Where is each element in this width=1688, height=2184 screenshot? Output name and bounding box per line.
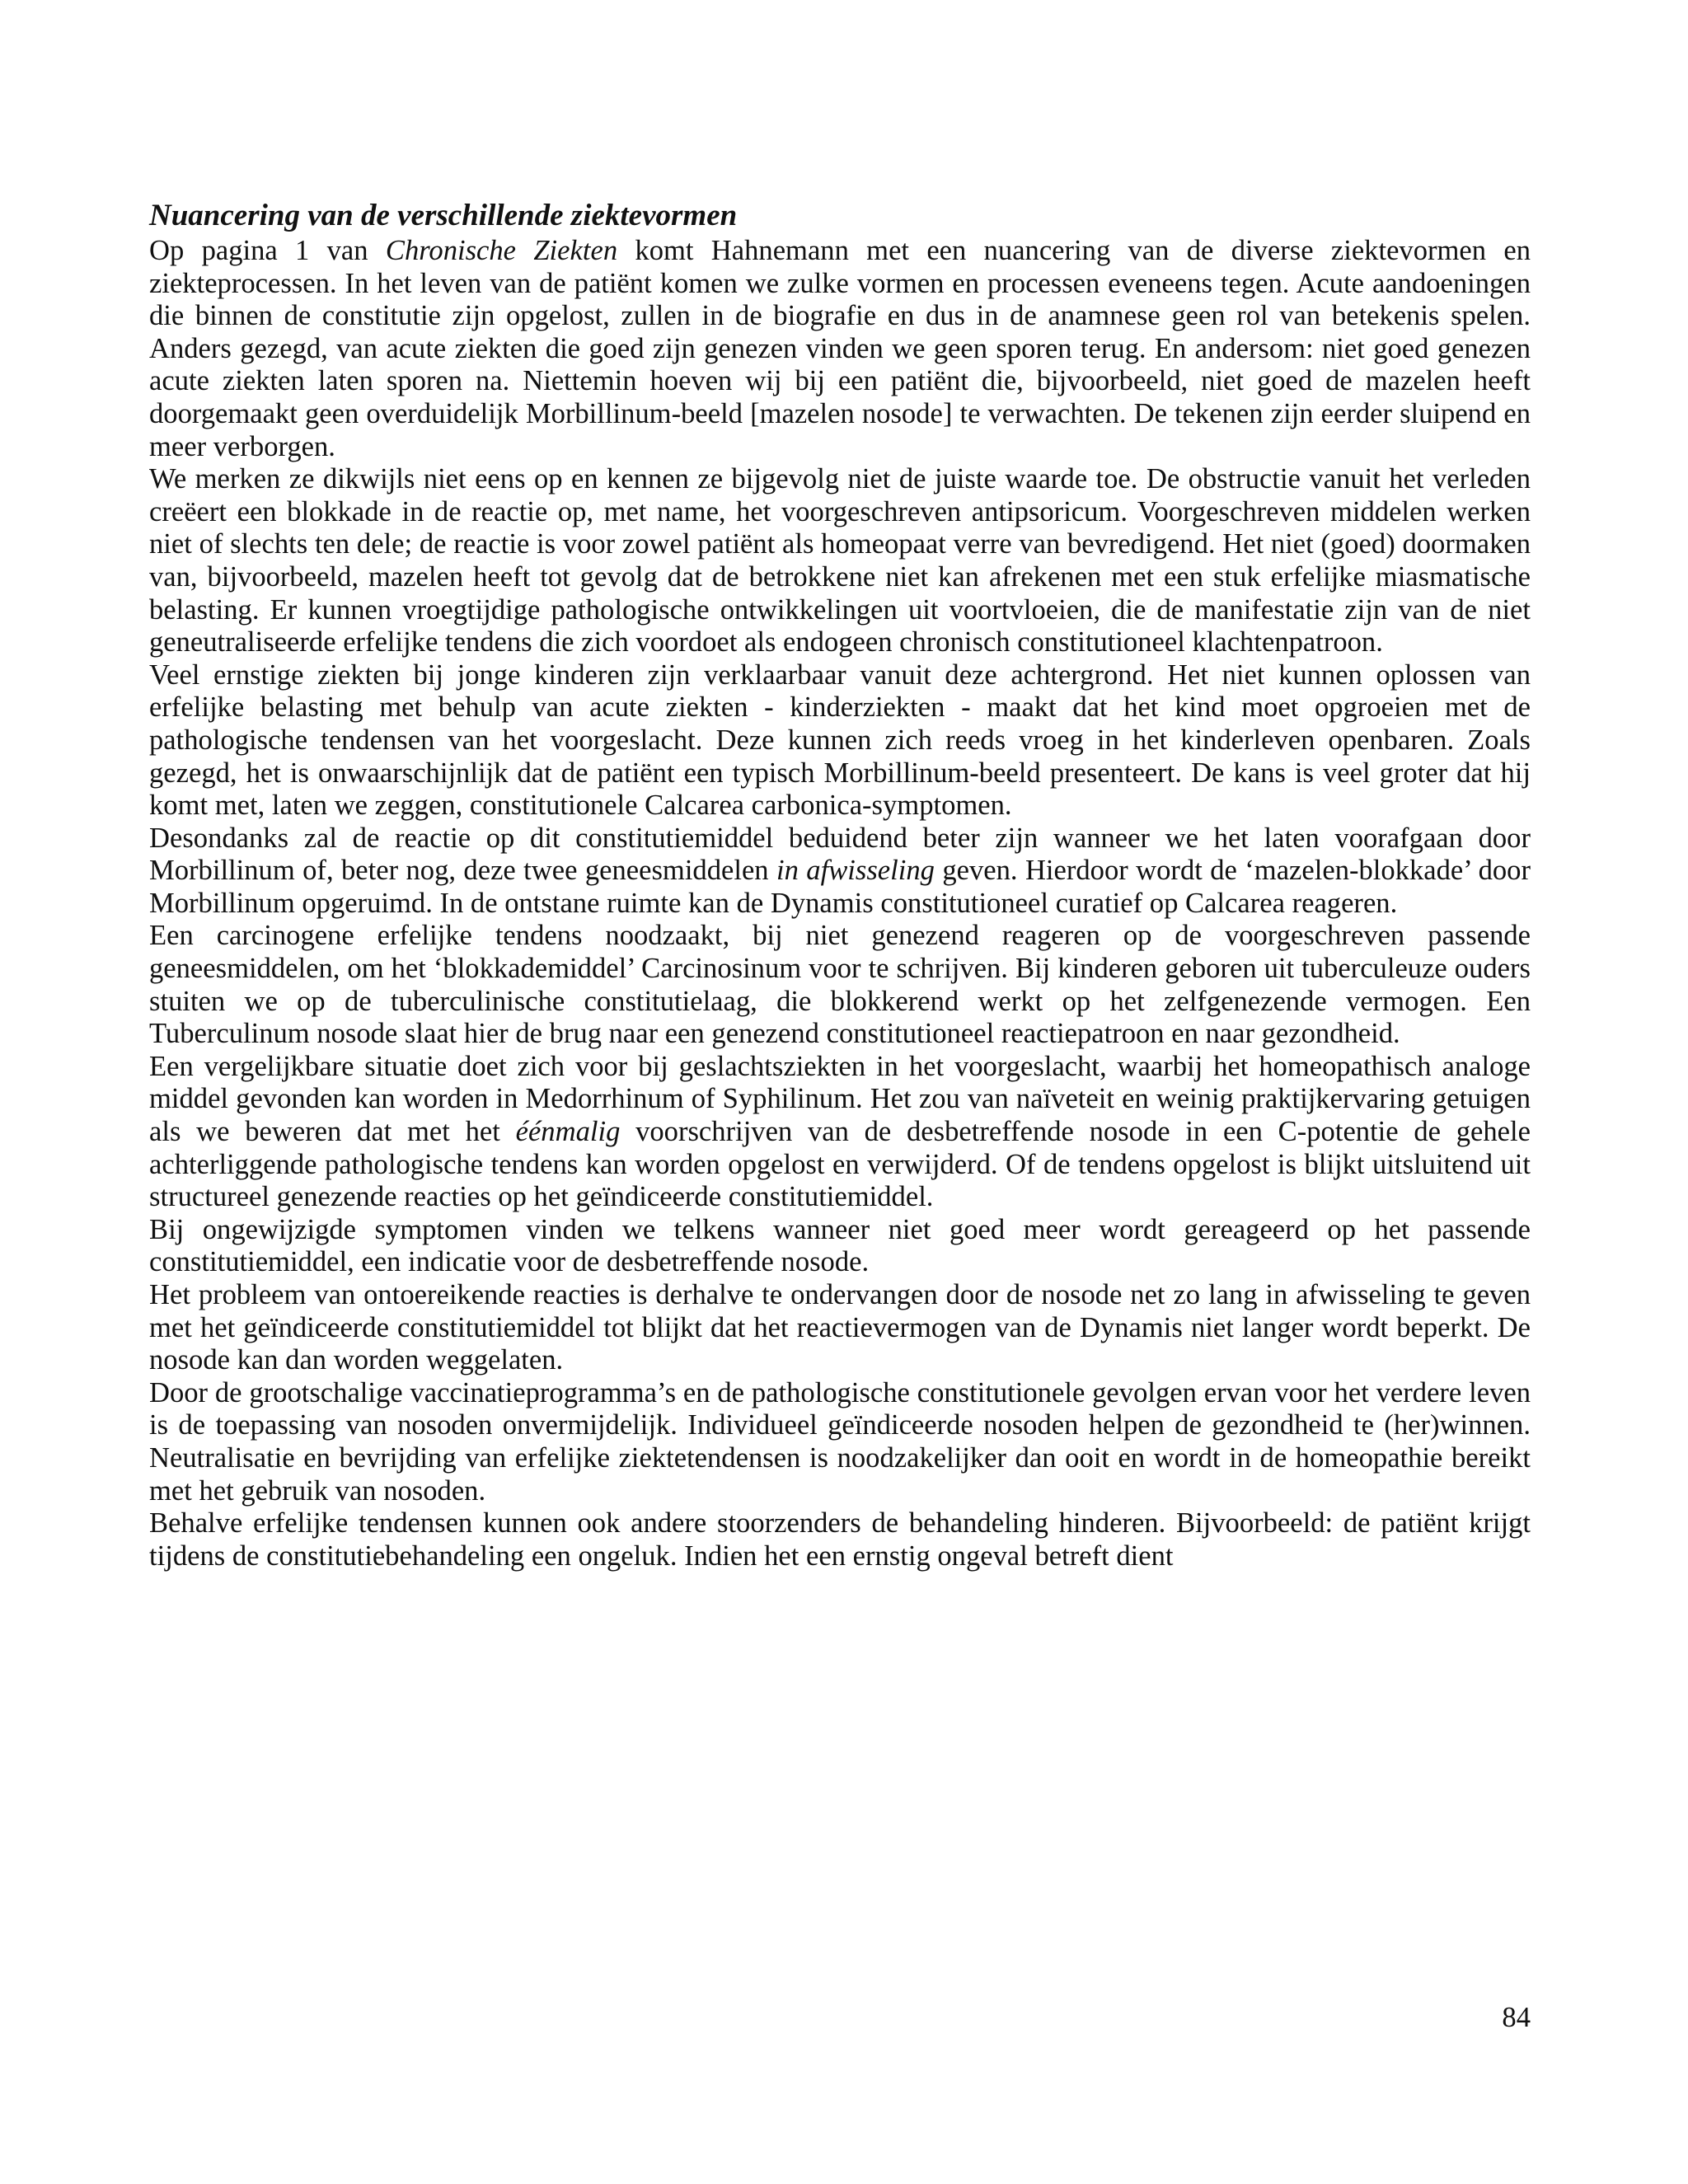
paragraph-1-text-c: komt Hahnemann met een nuancering van de diverse ziektevormen en ziekteprocessen. In het leven van de patiënt komen we zulke vormen en processen eveneens tegen. Acute aandoeningen die binnen de constitutie zijn opgelost, zullen in de biografie en dus in de anamnese geen rol van betekenis spelen. Anders gezegd, van acute ziekten die goed zijn genezen vinden we geen sporen terug. En andersom: niet goed genezen acute ziekten laten sporen na. Niettemin hoeven wij bij een patiënt die, bijvoorbeeld, niet goed de mazelen heeft doorgemaakt geen overduidelijk Morbillinum-beeld [mazelen nosode] te verwachten. De tekenen zijn eerder sluipend en meer verborgen. (149, 235, 1531, 462)
paragraph-1 (149, 235, 1531, 463)
paragraph-9: Door de grootschalige vaccinatieprogramma’s en de pathologische constitutionele gevolgen ervan voor het verdere leven is de toepassing van nosoden onvermijdelijk. Individueel geïndiceerde nosoden helpen de gezondheid te (her)winnen. Neutralisatie en bevrijding van erfelijke ziektetendensen is noodzakelijker dan ooit en wordt in de homeopathie bereikt met het gebruik van nosoden. (149, 1376, 1531, 1507)
paragraph-5: Een carcinogene erfelijke tendens noodzaakt, bij niet genezend reageren op de voorgeschreven passende geneesmiddelen, om het ‘blokkademiddel’ Carcinosinum voor te schrijven. Bij kinderen geboren uit tuberculeuze ouders stuiten we op de tuberculinische constitutielaag, die blokkerend werkt op het zelfgenezende vermogen. Een Tuberculinum nosode slaat hier de brug naar een genezend constitutioneel reactiepatroon en naar gezondheid. (149, 920, 1531, 1050)
paragraph-7: Bij ongewijzigde symptomen vinden we telkens wanneer niet goed meer wordt gereageerd op het passende constitutiemiddel, een indicatie voor de desbetreffende nosode. (149, 1213, 1531, 1278)
paragraph-6-text-a: Een vergelijkbare situatie doet zich voor bij geslachtsziekten in het voorgeslacht, waarbij het homeopathisch analoge middel gevonden kan worden in Medorrhinum of Syphilinum. Het zou van naïveteit en weinig praktijkervaring getuigen als we beweren dat met het (149, 1050, 1531, 1148)
paragraph-8: Het probleem van ontoereikende reacties is derhalve te ondervangen door de nosode net zo lang in afwisseling te geven met het geïndiceerde constitutiemiddel tot blijkt dat het reactievermogen van de Dynamis niet langer wordt beperkt. De nosode kan dan worden weggelaten. (149, 1279, 1531, 1376)
book-title-chronische-ziekten: Chronische Ziekten (385, 235, 618, 266)
paragraph-4 (149, 823, 1531, 921)
paragraph-4-text-a: Desondanks zal de reactie op dit constitutiemiddel beduidend beter zijn wanneer we het laten voorafgaan door Morbillinum of, beter nog, deze twee geneesmiddelen (149, 822, 1531, 887)
paragraph-3: Veel ernstige ziekten bij jonge kinderen zijn verklaarbaar vanuit deze achtergrond. Het niet kunnen oplossen van erfelijke belasting met behulp van acute ziekten - kinderziekten - maakt dat het kind moet opgroeien met de pathologische tendensen van het voorgeslacht. Deze kunnen zich reeds vroeg in het kinderleven openbaren. Zoals gezegd, het is onwaarschijnlijk dat de patiënt een typisch Morbillinum-beeld presenteert. De kans is veel groter dat hij komt met, laten we zeggen, constitutionele Calcarea carbonica-symptomen. (149, 658, 1531, 822)
paragraph-2: We merken ze dikwijls niet eens op en kennen ze bijgevolg niet de juiste waarde toe. De obstructie vanuit het verleden creëert een blokkade in de reactie op, met name, het voorgeschreven antipsoricum. Voorgeschreven middelen werken niet of slechts ten dele; de reactie is voor zowel patiënt als homeopaat verre van bevredigend. Het niet (goed) doormaken van, bijvoorbeeld, mazelen heeft tot gevolg dat de betrokkene niet kan afrekenen met een stuk erfelijke miasmatische belasting. Er kunnen vroegtijdige pathologische ontwikkelingen uit voortvloeien, die de manifestatie zijn van de niet geneutraliseerde erfelijke tendens die zich voordoet als endogeen chronisch constitutioneel klachtenpatroon. (149, 463, 1531, 658)
paragraph-6-text-c: voorschrijven van de desbetreffende nosode in een C-potentie de gehele achterliggende pathologische tendens kan worden opgelost en verwijderd. Of de tendens opgelost is blijkt uitsluitend uit structureel genezende reacties op het geïndiceerde constitutiemiddel. (149, 1116, 1531, 1213)
emphasis-eenmalig: éénmalig (515, 1116, 621, 1148)
paragraph-4-text-c: geven. Hierdoor wordt de ‘mazelen-blokkade’ door Morbillinum opgeruimd. In de ontstane ruimte kan de Dynamis constitutioneel curatief op Calcarea reageren. (149, 855, 1531, 919)
emphasis-in-afwisseling: in afwisseling (776, 855, 935, 887)
section-heading: Nuancering van de verschillende ziektevormen (149, 199, 738, 232)
paragraph-6 (149, 1051, 1531, 1214)
paragraph-10: Behalve erfelijke tendensen kunnen ook andere stoorzenders de behandeling hinderen. Bijvoorbeeld: de patiënt krijgt tijdens de constitutiebehandeling een ongeluk. Indien het een ernstig ongeval betreft dient (149, 1507, 1531, 1572)
page-number: 84 (1502, 2002, 1531, 2033)
page-body (149, 196, 1531, 1572)
paragraph-1-text-a: Op pagina 1 van (149, 235, 386, 266)
